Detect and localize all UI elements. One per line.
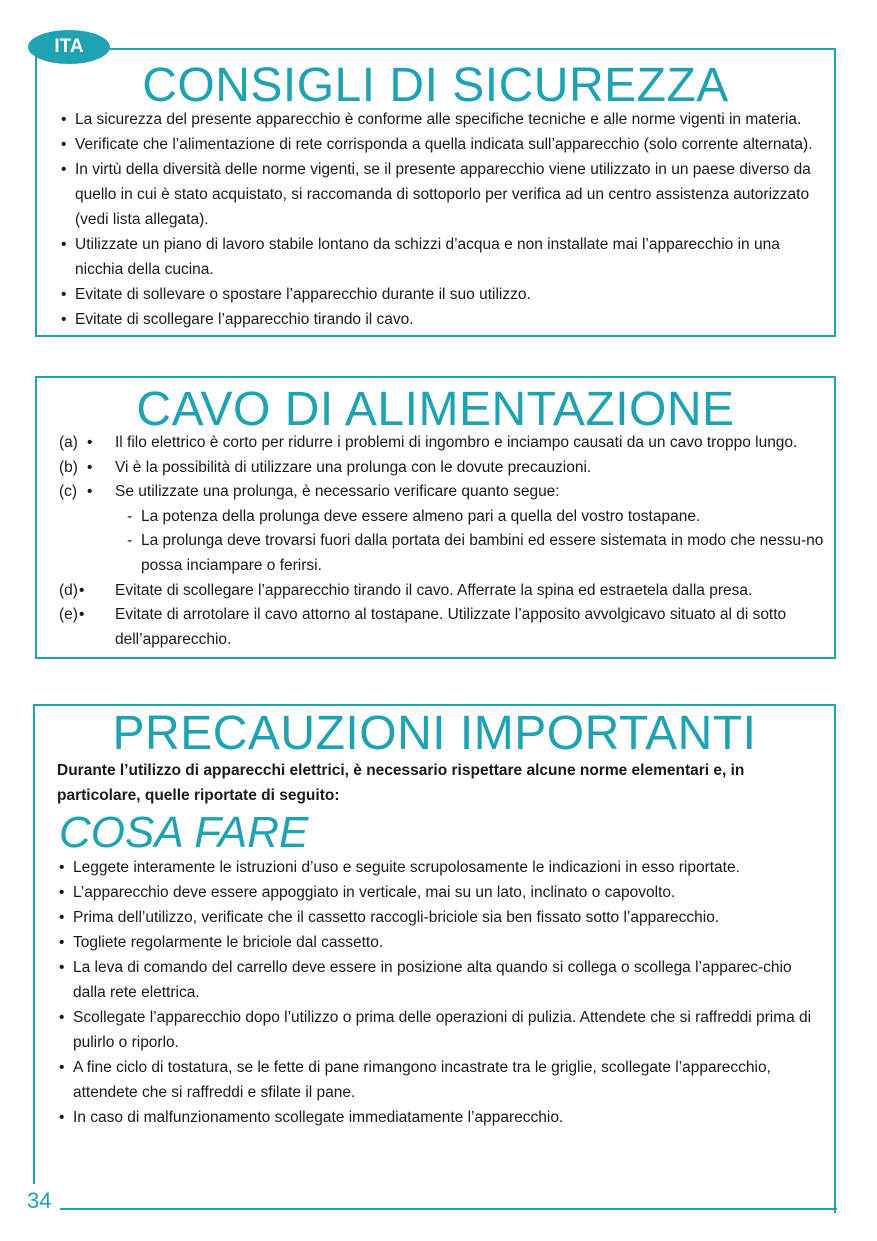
- list-item: • A fine ciclo di tostatura, se le fette di pane rimangono incastrate tra le griglie, scollegate l’apparecchio, attendete che si raffreddi e sfilate il pane.: [57, 1055, 827, 1105]
- bullet: •: [79, 581, 85, 599]
- list-item: • La sicurezza del presente apparecchio è conforme alle specifiche tecniche e alle norme vigenti in materia.: [59, 107, 829, 132]
- sub-item: - La potenza della prolunga deve essere almeno pari a quella del vostro tostapane.: [127, 505, 829, 530]
- list-item: • La leva di comando del carrello deve essere in posizione alta quando si collega o scollega l’apparec-chio dalla rete elettrica.: [57, 955, 827, 1005]
- item-label: (b): [59, 458, 78, 476]
- list-item: • In caso di malfunzionamento scollegate immediatamente l’apparecchio.: [57, 1105, 827, 1130]
- list-item: • Togliete regolarmente le briciole dal cassetto.: [57, 930, 827, 955]
- safety-section: [35, 48, 836, 337]
- bullet: •: [87, 458, 93, 476]
- precautions-title: PRECAUZIONI IMPORTANTI: [112, 707, 757, 760]
- language-badge: ITA: [28, 30, 110, 64]
- bullet: •: [87, 483, 93, 501]
- sub-item: - La prolunga deve trovarsi fuori dalla portata dei bambini ed essere sistemata in modo che nessu-no possa inciampare o ferirsi.: [127, 529, 829, 578]
- list-item: • Prima dell’utilizzo, verificate che il cassetto raccogli-briciole sia ben fissato sotto l’apparecchio.: [57, 905, 827, 930]
- item-text: Se utilizzate una prolunga, è necessario verificare quanto segue:: [115, 483, 560, 501]
- list-item: • In virtù della diversità delle norme vigenti, se il presente apparecchio viene utilizzato in un paese diverso da quello in cui è stato acquistato, si raccomanda di sottoporlo per verifica ad un centro assistenza autorizzato (vedi lista allegata).: [59, 157, 829, 232]
- item-text: Evitate di arrotolare il cavo attorno al tostapane. Utilizzate l’apposito avvolgicavo situato al di sotto dell’apparecchio.: [115, 606, 787, 648]
- list-item: • Utilizzate un piano di lavoro stabile lontano da schizzi d’acqua e non installate mai l’apparecchio in una nicchia della cucina.: [59, 232, 829, 282]
- footer-rule: [60, 1208, 837, 1210]
- cable-section: [35, 376, 836, 659]
- cable-list: [59, 431, 829, 652]
- list-item: • Scollegate l’apparecchio dopo l’utilizzo o prima delle operazioni di pulizia. Attendete che si raffreddi prima di pulirlo o riporlo.: [57, 1005, 827, 1055]
- border-left: [33, 704, 35, 1184]
- item-text: Evitate di scollegare l’apparecchio tirando il cavo. Afferrate la spina ed estraetela dalla presa.: [115, 581, 753, 599]
- bullet: •: [87, 434, 93, 451]
- list-item: [59, 579, 829, 604]
- list-item: • Evitate di sollevare o spostare l’apparecchio durante il suo utilizzo.: [59, 282, 829, 307]
- item-label: (e): [59, 606, 78, 624]
- list-item: [59, 456, 829, 481]
- list-item: [59, 480, 829, 578]
- item-label: (c): [59, 483, 78, 501]
- item-label: (a): [59, 434, 78, 451]
- bullet: •: [79, 606, 85, 624]
- safety-list: [59, 107, 829, 332]
- do-list: [57, 855, 827, 1130]
- precautions-section: [35, 704, 836, 1211]
- border-right: [834, 704, 836, 1213]
- precautions-intro: Durante l’utilizzo di apparecchi elettrici, è necessario rispettare alcune norme elementari e, in particolare, quelle riportate di seguito:: [57, 762, 745, 804]
- list-item: • Leggete interamente le istruzioni d’uso e seguite scrupolosamente le indicazioni in esso riportate.: [57, 855, 827, 880]
- list-item: [59, 603, 829, 652]
- safety-title: CONSIGLI DI SICUREZZA: [142, 59, 729, 112]
- cable-title: CAVO DI ALIMENTAZIONE: [136, 383, 735, 436]
- list-item: • Evitate di scollegare l’apparecchio tirando il cavo.: [59, 307, 829, 332]
- list-item: [59, 431, 829, 456]
- item-label: (d): [59, 581, 78, 599]
- sub-list: [127, 505, 829, 579]
- list-item: • L’apparecchio deve essere appoggiato in verticale, mai su un lato, inclinato o capovolto.: [57, 880, 827, 905]
- do-subtitle: COSA FARE: [59, 808, 309, 857]
- page-number: 34: [27, 1188, 52, 1213]
- list-item: • Verificate che l’alimentazione di rete corrisponda a quella indicata sull’apparecchio (solo corrente alternata).: [59, 132, 829, 157]
- item-text: Il filo elettrico è corto per ridurre i problemi di ingombro e inciampo causati da un cavo troppo lungo.: [115, 434, 798, 451]
- item-text: Vi è la possibilità di utilizzare una prolunga con le dovute precauzioni.: [115, 458, 592, 476]
